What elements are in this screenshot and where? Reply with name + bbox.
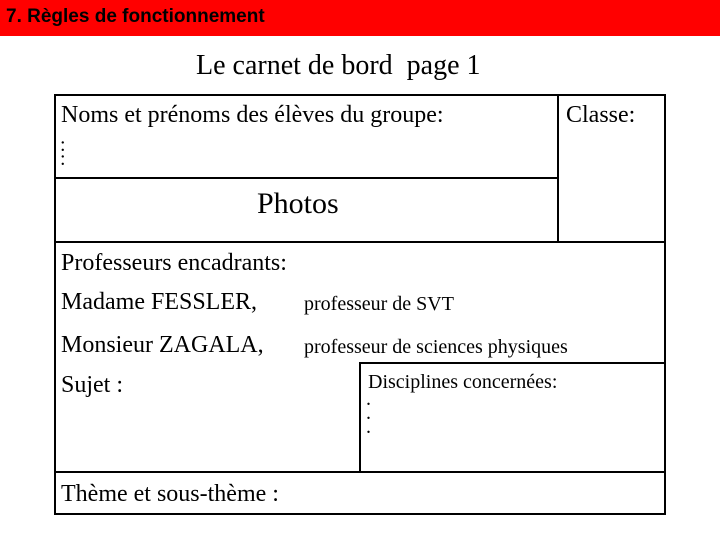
teachers-divider — [54, 241, 666, 243]
teacher2-role: professeur de sciences physiques — [304, 336, 568, 358]
subject-divider-right — [359, 362, 666, 364]
theme-divider — [54, 471, 666, 473]
class-divider — [557, 94, 559, 242]
photos-label: Photos — [257, 187, 339, 220]
section-banner — [0, 0, 720, 36]
theme-label: Thème et sous-thème : — [61, 481, 279, 507]
teachers-label: Professeurs encadrants: — [61, 250, 287, 276]
disciplines-label: Disciplines concernées: — [368, 371, 558, 393]
photos-divider — [54, 177, 558, 179]
disciplines-lines: . . . — [366, 388, 371, 438]
subject-label: Sujet : — [61, 372, 124, 398]
outer-border-top — [54, 94, 666, 96]
teacher2-name: Monsieur ZAGALA, — [61, 332, 264, 358]
teacher1-role: professeur de SVT — [304, 293, 454, 315]
outer-border-left — [54, 94, 56, 515]
class-label: Classe: — [566, 102, 636, 128]
section-title: 7. Règles de fonctionnement — [6, 6, 265, 27]
outer-border-bottom — [54, 513, 666, 515]
teacher1-name: Madame FESSLER, — [61, 289, 257, 315]
students-lines: : : — [60, 134, 66, 170]
page-title: Le carnet de bord page 1 — [196, 50, 481, 81]
outer-border-right — [664, 94, 666, 515]
subject-vertical — [359, 362, 361, 473]
students-label: Noms et prénoms des élèves du groupe: — [61, 102, 444, 128]
